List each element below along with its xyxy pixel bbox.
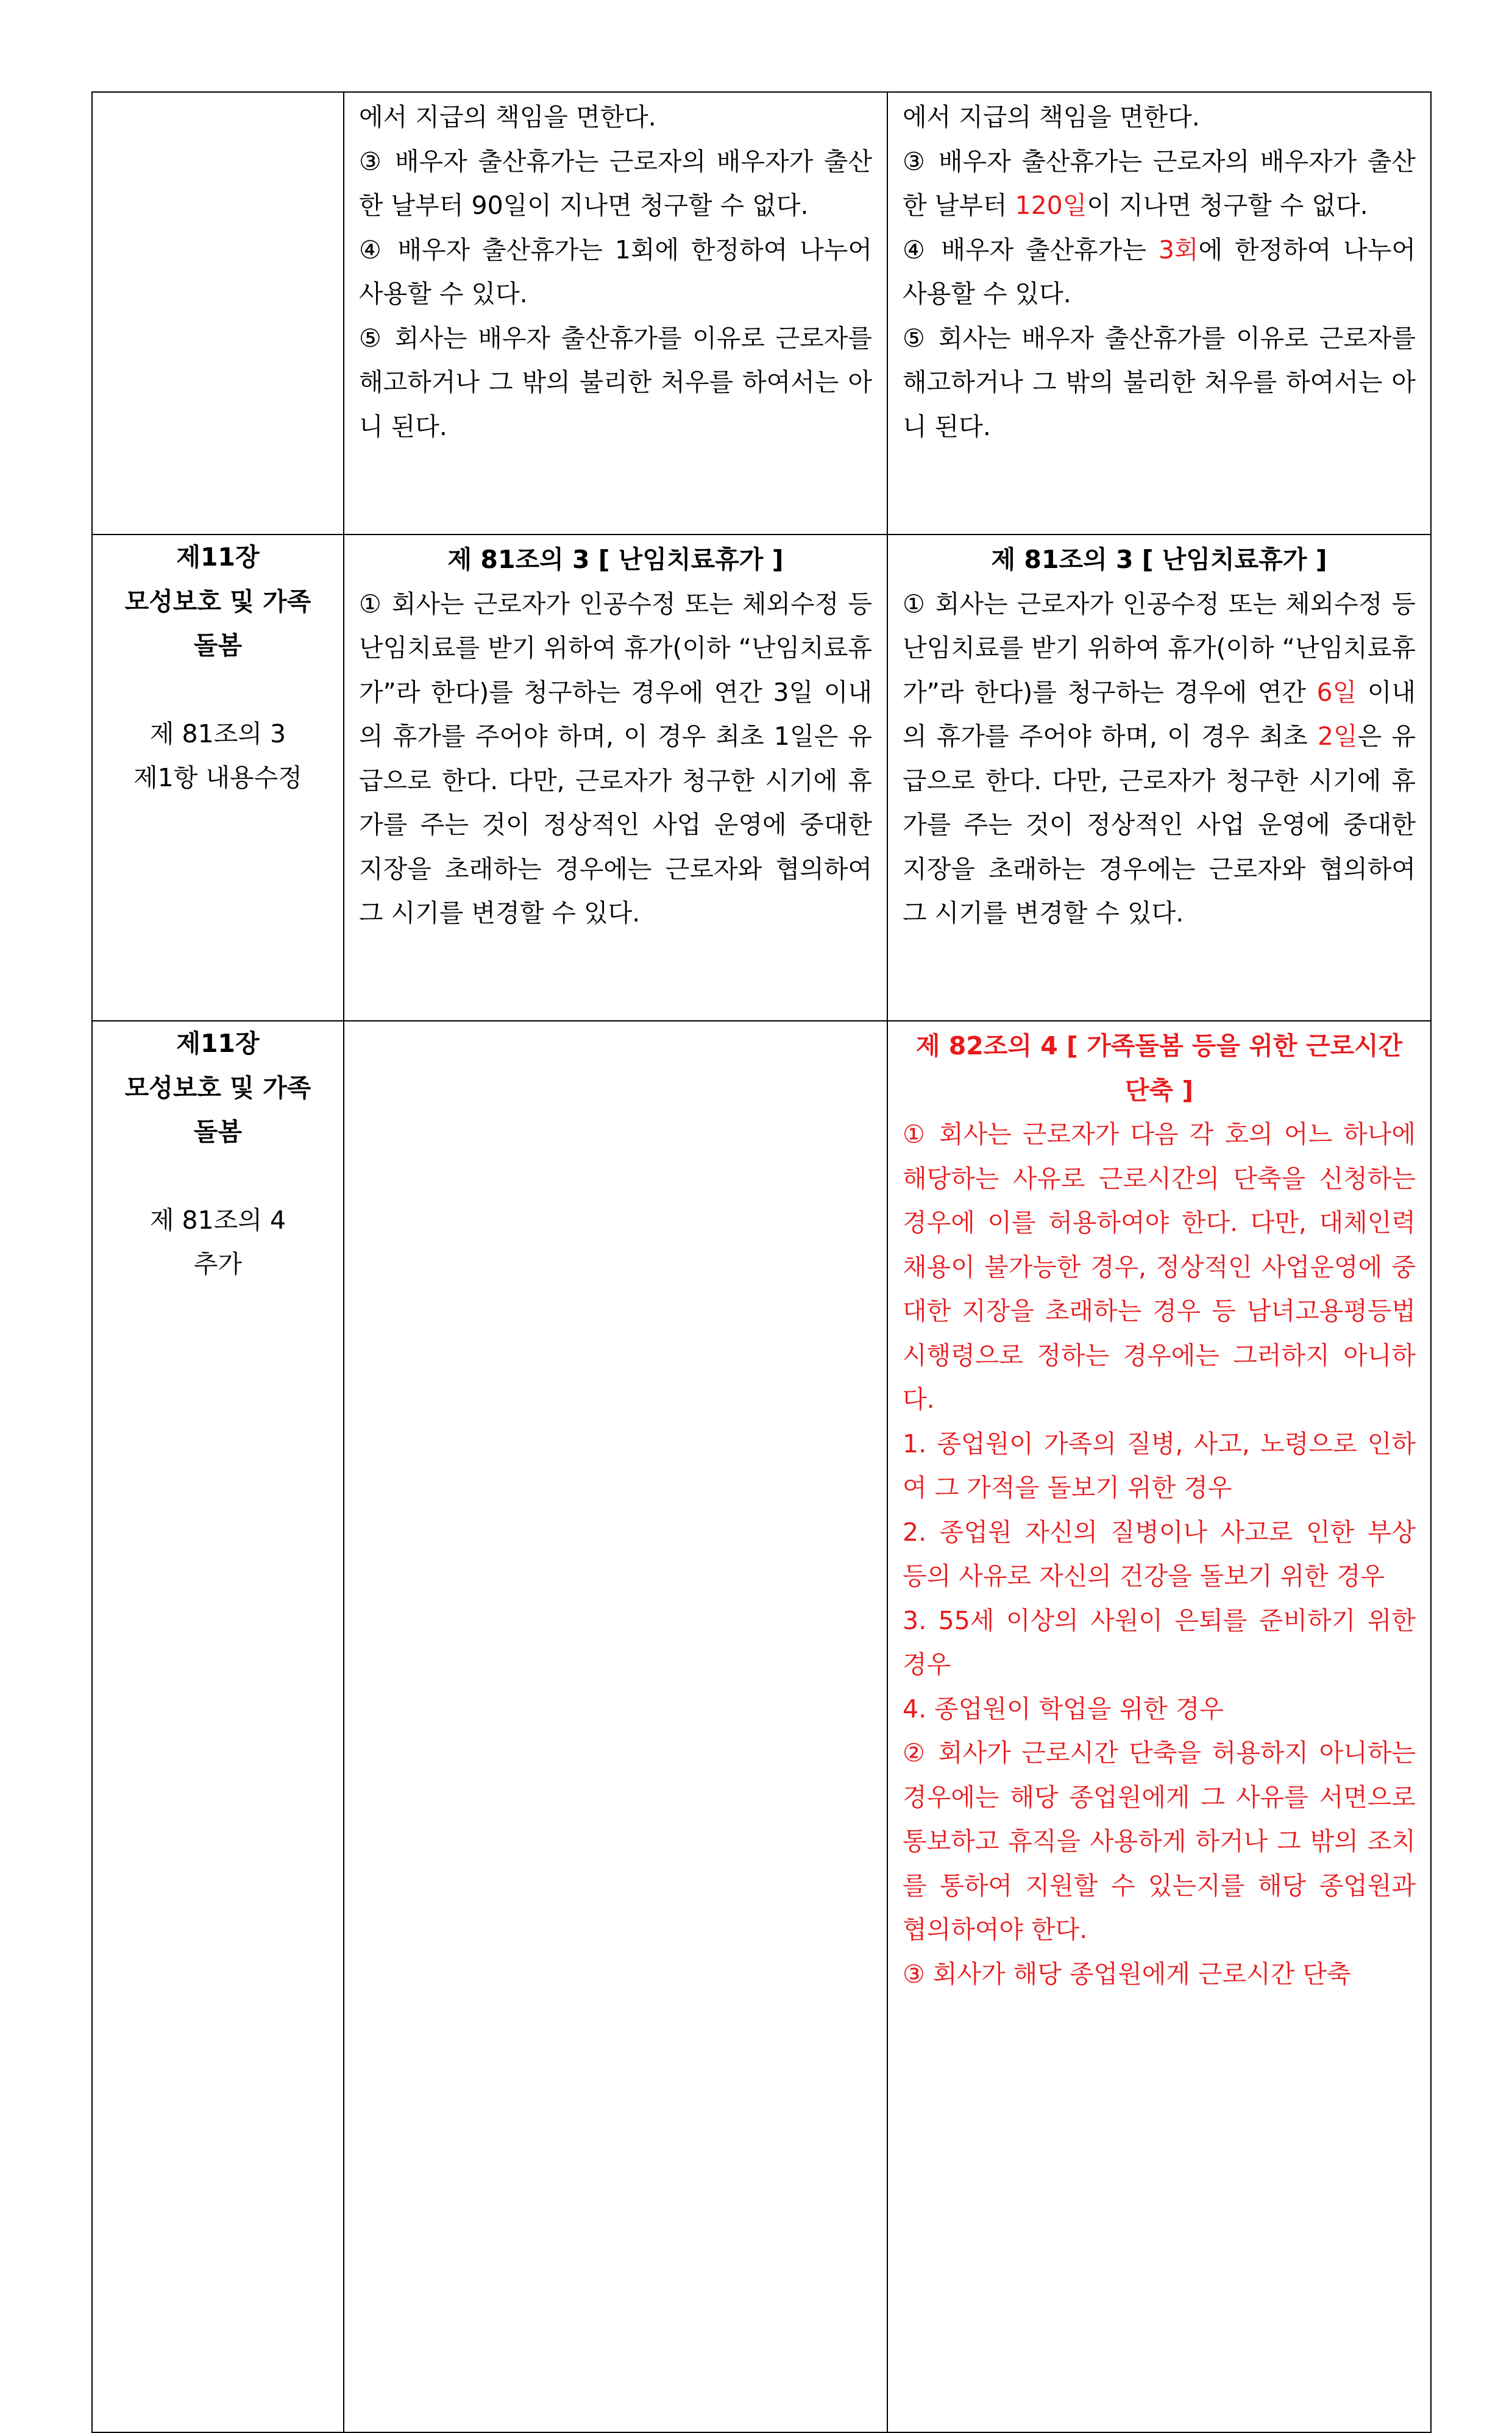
revised-paragraph <box>903 1422 1416 1510</box>
changed-text: 3. 55세 이상의 사원이 은퇴를 준비하기 위한 경우 <box>903 1605 1416 1679</box>
revised-article-title: 제 82조의 4 [ 가족돌봄 등을 위한 근로시간 단축 ] <box>915 1031 1403 1105</box>
section-label-cell <box>92 535 344 1021</box>
section-label-cell <box>92 92 344 535</box>
table-row <box>92 92 1431 535</box>
changed-text: 2일 <box>1317 722 1358 751</box>
changed-text: 2. 종업원 자신의 질병이나 사고로 인한 부상 등의 사유로 자신의 건강을 돌보기 위한 경우 <box>903 1517 1416 1591</box>
current-paragraph <box>359 582 872 936</box>
revised-paragraph <box>903 1731 1416 1952</box>
current-regulation-cell <box>344 1021 887 2432</box>
text-segment: ① 회사는 근로자가 인공수정 또는 체외수정 등 난임치료를 받기 위하여 휴가(이하 “난임치료휴가”라 한다)를 청구하는 경우에 연간 3일 이내의 휴가를 주어야 하며, 이 경우 최초 1일은 유급으로 한다. 다만, 근로자가 청구한 시기에 휴가를 주는 것이 정상적인 사업 운영에 중대한 지장을 초래하는 경우에는 근로자와 협의하여 그 시기를 변경할 수 있다. <box>359 589 872 928</box>
text-segment: 은 유급으로 한다. 다만, 근로자가 청구한 시기에 휴가를 주는 것이 정상적인 사업 운영에 중대한 지장을 초래하는 경우에는 근로자와 협의하여 그 시기를 변경할 수 있다. <box>903 722 1416 928</box>
text-segment: 에서 지급의 책임을 면한다. <box>359 102 656 132</box>
revised-paragraph <box>903 1952 1416 1997</box>
text-segment: ⑤ 회사는 배우자 출산휴가를 이유로 근로자를 해고하거나 그 밖의 불리한 처우를 하여서는 아니 된다. <box>359 323 872 441</box>
text-segment: ① 회사는 근로자가 인공수정 또는 체외수정 등 난임치료를 받기 위하여 휴가(이하 “난임치료휴가”라 한다)를 청구하는 경우에 연간 <box>903 589 1416 707</box>
revised-text <box>888 1021 1430 1996</box>
changed-text: 4. 종업원이 학업을 위한 경우 <box>903 1694 1224 1724</box>
revised-article-title: 제 81조의 3 [ 난임치료휴가 ] <box>991 545 1327 574</box>
chapter-title: 돌봄 <box>193 1117 243 1146</box>
revised-paragraph <box>903 1510 1416 1599</box>
current-article-title: 제 81조의 3 [ 난임치료휴가 ] <box>447 545 784 574</box>
changed-text: 3회 <box>1158 235 1199 265</box>
article-note: 제 81조의 4 <box>149 1205 286 1235</box>
current-paragraph <box>359 316 872 449</box>
changed-text: ② 회사가 근로시간 단축을 허용하지 아니하는 경우에는 해당 종업원에게 그 사유를 서면으로 통보하고 휴직을 사용하게 하거나 그 밖의 조치를 통하여 지원할 수 있는지를 해당 종업원과 협의하여야 한다. <box>903 1738 1416 1944</box>
chapter-title: 제11장 <box>176 1029 260 1058</box>
revised-paragraph <box>903 95 1416 140</box>
current-paragraph <box>359 228 872 316</box>
text-segment: 이 지나면 청구할 수 없다. <box>1087 191 1368 220</box>
current-text <box>344 1021 887 1024</box>
current-text <box>344 535 887 936</box>
revised-regulation-cell <box>887 535 1431 1021</box>
article-note: 제1항 내용수정 <box>133 763 302 792</box>
revised-paragraph <box>903 228 1416 316</box>
current-regulation-cell <box>344 92 887 535</box>
current-paragraph <box>359 140 872 228</box>
revised-text <box>888 93 1430 449</box>
text-segment: 에서 지급의 책임을 면한다. <box>903 102 1200 132</box>
revised-paragraph <box>903 316 1416 449</box>
current-text <box>344 93 887 449</box>
revised-paragraph <box>903 140 1416 228</box>
revised-regulation-cell <box>887 1021 1431 2432</box>
text-segment: ④ 배우자 출산휴가는 <box>903 235 1159 265</box>
text-segment: ③ 배우자 출산휴가는 근로자의 배우자가 출산한 날부터 <box>903 146 1416 220</box>
text-segment: ④ 배우자 출산휴가는 1회에 한정하여 나누어 사용할 수 있다. <box>359 235 872 308</box>
table-row <box>92 1021 1431 2432</box>
chapter-title: 돌봄 <box>193 631 243 660</box>
chapter-title: 모성보호 및 가족 <box>124 1073 311 1103</box>
regulation-comparison-table <box>91 91 1432 2433</box>
spacer <box>93 668 343 712</box>
changed-text: 120일 <box>1015 191 1087 220</box>
spacer <box>93 1154 343 1198</box>
revised-paragraph <box>903 1599 1416 1687</box>
revised-paragraph <box>903 582 1416 936</box>
article-note: 제 81조의 3 <box>149 719 286 748</box>
table-row <box>92 535 1431 1021</box>
revised-text <box>888 535 1430 936</box>
text-segment: 이내의 휴가를 주어야 하며, 이 경우 최초 <box>903 677 1416 751</box>
current-regulation-cell <box>344 535 887 1021</box>
revised-paragraph <box>903 1112 1416 1422</box>
text-segment: 에 한정하여 나누어 사용할 수 있다. <box>903 235 1416 308</box>
article-note: 추가 <box>193 1249 243 1279</box>
chapter-title: 제11장 <box>176 542 260 572</box>
changed-text: 1. 종업원이 가족의 질병, 사고, 노령으로 인하여 그 가적을 돌보기 위한 경우 <box>903 1429 1416 1502</box>
changed-text: 6일 <box>1316 677 1357 707</box>
changed-text: ③ 회사가 해당 종업원에게 근로시간 단축 <box>903 1959 1351 1989</box>
text-segment: ③ 배우자 출산휴가는 근로자의 배우자가 출산한 날부터 90일이 지나면 청구할 수 없다. <box>359 146 872 220</box>
chapter-title: 모성보호 및 가족 <box>124 586 311 616</box>
current-paragraph <box>359 95 872 140</box>
text-segment: ⑤ 회사는 배우자 출산휴가를 이유로 근로자를 해고하거나 그 밖의 불리한 처우를 하여서는 아니 된다. <box>903 323 1416 441</box>
revised-paragraph <box>903 1687 1416 1732</box>
changed-text: ① 회사는 근로자가 다음 각 호의 어느 하나에 해당하는 사유로 근로시간의 단축을 신청하는 경우에 이를 허용하여야 한다. 다만, 대체인력 채용이 불가능한 경우, 정상적인 사업운영에 중대한 지장을 초래하는 경우 등 남녀고용평등법 시행령으로 정하는 경우에는 그러하지 아니하다. <box>903 1120 1416 1414</box>
revised-regulation-cell <box>887 92 1431 535</box>
section-label-cell <box>92 1021 344 2432</box>
